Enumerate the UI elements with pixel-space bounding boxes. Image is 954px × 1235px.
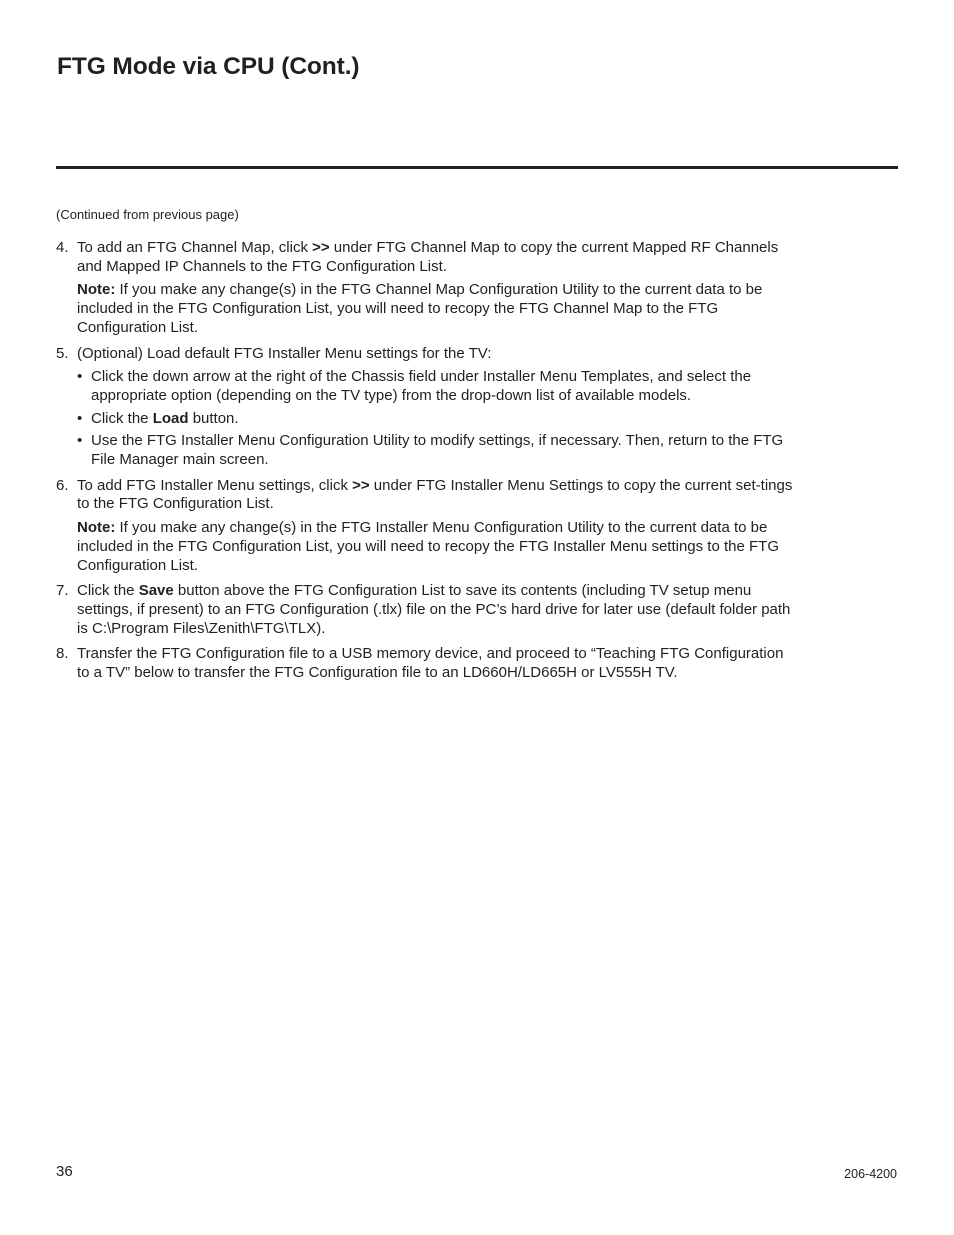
- step-text-part: Transfer the FTG Configuration file to a USB memory device, and proceed to “Teaching FTG Configuration to a TV” below to transfer the FTG Configuration file to an LD660H/LD665H or LV555H TV.: [77, 645, 784, 682]
- step-text-part: (Optional) Load default FTG Installer Menu settings for the TV:: [77, 344, 492, 362]
- bullet-icon: •: [77, 432, 83, 450]
- note-text: If you make any change(s) in the FTG Installer Menu Configuration Utility to the current data to be included in the FTG Configuration List, you will need to recopy the FTG Installer Menu settings to the FTG Configuration List.: [77, 519, 779, 574]
- step-number: 6.: [56, 476, 69, 494]
- step-text-part: under FTG Installer Menu Settings to copy the current set-tings to the FTG Configuration List.: [77, 476, 793, 513]
- step-text: [77, 345, 796, 364]
- step-note: [77, 519, 796, 575]
- bullet-item: [77, 368, 796, 405]
- document-number: 206-4200: [844, 1167, 897, 1181]
- step-text: [77, 645, 796, 682]
- step-number: 5.: [56, 344, 69, 362]
- bullet-item: [77, 410, 796, 429]
- step-number: 4.: [56, 239, 69, 256]
- bullet-icon: •: [77, 409, 83, 427]
- page-title: FTG Mode via CPU (Cont.): [57, 53, 360, 80]
- bullet-icon: •: [77, 368, 83, 386]
- step-text: [77, 477, 796, 514]
- step-6: [56, 477, 796, 576]
- step-text-part: button above the FTG Configuration List to save its contents (including TV setup menu settings, if present) to an FTG Configuration (.tlx) file on the PC’s hard drive for later use (default folder path is C:\Program Files\Zenith\FTG\TLX).: [77, 582, 791, 637]
- steps-list: [56, 239, 796, 690]
- step-bold-text: >>: [312, 239, 330, 256]
- title-rule: [56, 166, 898, 169]
- continued-note: (Continued from previous page): [56, 207, 239, 222]
- step-8: [56, 645, 796, 682]
- step-note: [77, 281, 796, 337]
- page-number: 36: [56, 1163, 73, 1180]
- bullet-text: Click the: [91, 409, 153, 427]
- step-text-part: To add an FTG Channel Map, click: [77, 239, 313, 256]
- step-bold-text: Save: [138, 582, 174, 600]
- step-text-part: under FTG Channel Map to copy the current Mapped RF Channels and Mapped IP Channels to the FTG Configuration List.: [77, 239, 779, 275]
- bullet-text: Use the FTG Installer Menu Configuration Utility to modify settings, if necessary. Then, return to the FTG File Manager main screen.: [91, 432, 784, 469]
- bullet-text: Click the down arrow at the right of the Chassis field under Installer Menu Templates, and select the appropriate option (depending on the TV type) from the drop-down list of available models.: [91, 368, 752, 404]
- step-text: [77, 239, 796, 276]
- step-4: [56, 239, 796, 338]
- note-text: If you make any change(s) in the FTG Channel Map Configuration Utility to the current data to be included in the FTG Configuration List, you will need to recopy the FTG Channel Map to the FTG Configuration List.: [77, 281, 763, 336]
- step-bold-text: >>: [352, 476, 370, 494]
- step-text-part: Click the: [77, 582, 139, 600]
- step-text-part: To add FTG Installer Menu settings, click: [77, 476, 353, 494]
- step-text: [77, 582, 796, 638]
- step-5: [56, 345, 796, 470]
- step-number: 7.: [56, 582, 69, 600]
- bullet-item: [77, 432, 796, 469]
- note-label: Note:: [77, 281, 116, 299]
- step-number: 8.: [56, 645, 69, 663]
- step-7: [56, 582, 796, 638]
- bullet-text: button.: [188, 409, 239, 427]
- note-label: Note:: [77, 519, 116, 537]
- step-bullet-list: [77, 368, 796, 470]
- bullet-bold-text: Load: [152, 409, 189, 427]
